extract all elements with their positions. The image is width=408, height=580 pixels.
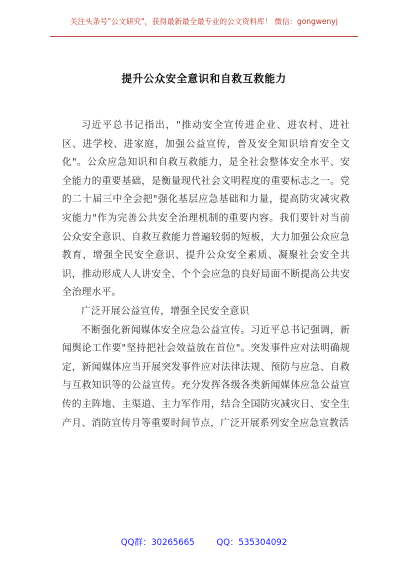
footer-qq: QQ：535304092 [216, 538, 288, 548]
footer-qq-group: QQ群：30265665 [120, 538, 195, 548]
paragraph-intro: 习近平总书记指出，"推动安全宣传进企业、进农村、进社区、进学校、进家庭，加强公益宣传，普及安全知识培育安全文化"。公众应急知识和自救互救能力，是全社会整体安全水平、安全能力的重要基础，是衡量现代社会文明程度的重要标志之一。党的二十届三中全会把"强化基层应急基础和力量，提高防灾减灾救灾能力"作为完善公共安全治理机制的重要内容。我们要针对当前公众安全意识、自救互救能力普遍较弱的短板，大力加强公众应急教育，增强全民安全意识、提升公众安全素质、凝聚社会安全共识，推动形成人人讲安全、个个会应急的良好局面不断提高公共安全治理水平。 [62, 120, 350, 299]
document-title: 提升公众安全意识和自救互救能力 [121, 73, 287, 85]
paragraph-media: 不断强化新闻媒体安全应急公益宣传。习近平总书记强调，新闻舆论工作要"坚持把社会效益放在首位"。突发事件应对法明确规定，新闻媒体应当开展突发事件应对法律法规、预防与应急、自救与互救知识等的公益宣传。充分发挥各级各类新闻媒体应急公益宣传的主阵地、主渠道、主力军作用，结合全国防灾减灾日、安全生产月、消防宣传月等重要时间节点，广泛开展系列安全应急宣教活 [62, 324, 350, 429]
header-divider [50, 36, 358, 37]
section-heading: 广泛开展公益宣传，增强全民安全意识 [81, 305, 250, 317]
header-promo-text: 关注头条号"公文研究"，获得最新最全最专业的公文资料库！ 微信：gongwenyj [70, 17, 338, 26]
header-promo-note [0, 17, 408, 27]
footer-contact [0, 538, 408, 549]
document-body [62, 117, 350, 433]
